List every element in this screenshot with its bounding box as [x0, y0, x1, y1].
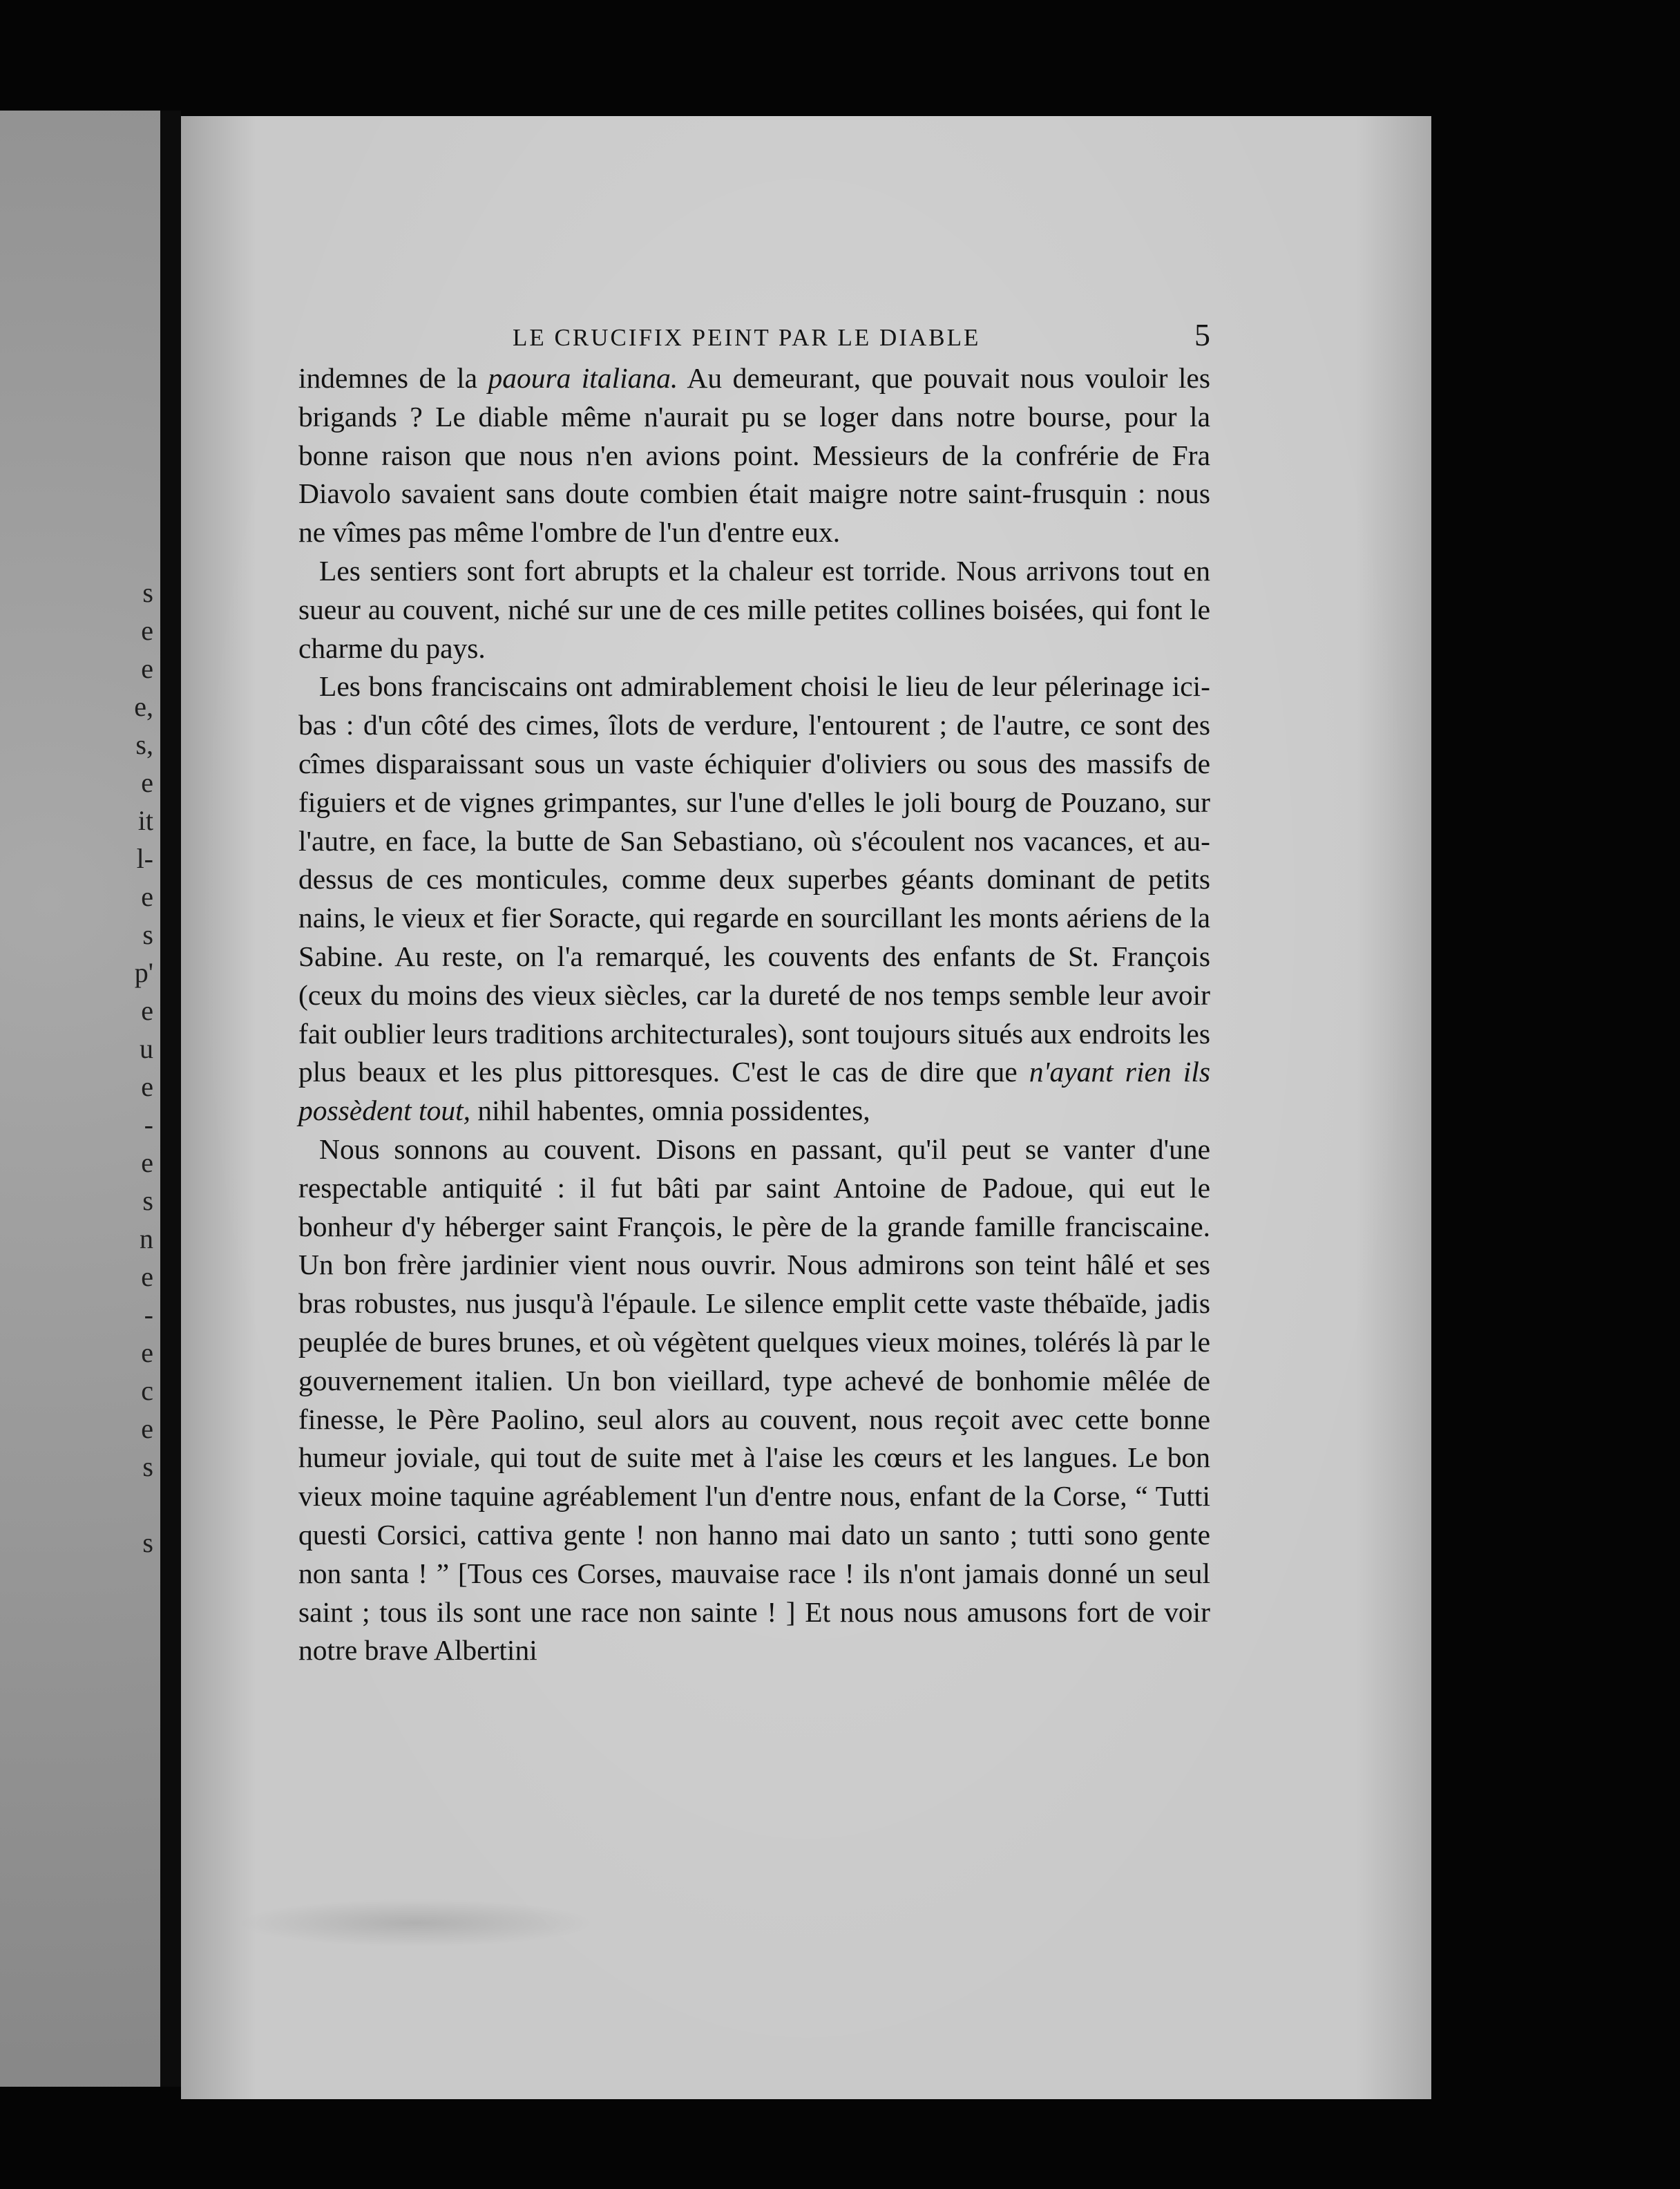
book-page — [181, 116, 1431, 2099]
left-fragment: e — [141, 1413, 153, 1444]
left-fragment: p' — [134, 957, 153, 988]
page-gutter — [160, 111, 181, 2087]
running-title: LE CRUCIFIX PEINT PAR LE DIABLE — [513, 324, 981, 351]
left-fragment: e — [141, 1071, 153, 1102]
left-fragment: l- — [136, 843, 153, 874]
text-run: indemnes de la — [298, 362, 488, 394]
italic-phrase: n'ayant rien ils possèdent tout, — [298, 1056, 1210, 1127]
text-run: Les sentiers sont fort abrupts et la chaleur est torride. Nous arrivons tout en sueur au couvent, niché sur une de ces mille petites collines boisées, qui font le charme du pays. — [298, 554, 1210, 664]
left-page-text-fragments — [126, 574, 153, 1562]
left-fragment: e — [141, 1337, 153, 1368]
text-run: Au demeurant, que pouvait nous vouloir les brigands ? Le diable même n'aurait pu se loger dans notre bourse, pour la bonne raison que nous n'en avions point. Messieurs de la confrérie de Fra Diavolo savaient sans doute combien était maigre notre saint-frusquin : nous ne vîmes pas même l'ombre de l'un d'entre eux. — [298, 362, 1210, 549]
text-run: Les bons franciscains ont admirablement choisi le lieu de leur pélerinage ici-bas : d'un côté des cimes, îlots de verdure, l'entourent ; de l'autre, ce sont des cîmes disparaissant sous un vaste échiquier d'oliviers ou sous des massifs de figuiers et de vignes grimpantes, sur l'une d'elles le joli bourg de Pouzano, sur l'autre, en face, la butte de San Sebastiano, où s'écoulent nos vacances, et au-dessus de ces monticules, comme deux superbes géants dominant de petits nains, le vieux et fier Soracte, qui regarde en sourcillant les monts aériens de la Sabine. Au reste, on l'a remarqué, les couvents des enfants de St. François (ceux du moins des vieux siècles, car la dureté de nos temps semble leur avoir fait oublier leurs traditions architecturales), sont toujours situés aux endroits les plus beaux et les plus pittoresques. C'est le cas de dire que — [298, 670, 1210, 1088]
italic-phrase: paoura italiana. — [488, 362, 678, 394]
left-fragment: s — [142, 577, 153, 608]
paragraph — [298, 667, 1210, 1130]
left-fragment: s, — [135, 729, 153, 760]
paragraph — [298, 1130, 1210, 1670]
text-run: Nous sonnons au couvent. Disons en passant, qu'il peut se vanter d'une respectable antiquité : il fut bâti par saint Antoine de Padoue, qui eut le bonheur d'y héberger saint François, le père de la grande famille franciscaine. Un bon frère jardinier vient nous ouvrir. Nous admirons son teint hâlé et ses bras robustes, nus jusqu'à l'épaule. Le silence emplit cette vaste thébaïde, jadis peuplée de bures brunes, et où végètent quelques vieux moines, tolérés là par le gouvernement italien. Un bon vieillard, type achevé de bonhomie mêlée de finesse, le Père Paolino, seul alors au couvent, nous reçoit avec cette bonne humeur joviale, qui tout de suite met à l'aise les cœurs et les langues. Le bon vieux moine taquine agréablement l'un d'entre nous, enfant de la Corse, “ Tutti questi Corsici, cattiva gente ! non hanno mai dato un santo ; tutti sono gente non santa ! ” [Tous ces Corses, mauvaise race ! ils n'ont jamais donné un seul saint ; tous ils sont une race non sainte ! ] Et nous nous amusons fort de voir notre brave Albertini — [298, 1133, 1210, 1667]
left-fragment: s — [142, 1527, 153, 1558]
left-fragment: e — [141, 1147, 153, 1178]
body-text — [298, 359, 1210, 1670]
left-fragment: c — [141, 1375, 153, 1406]
left-fragment: e — [141, 653, 153, 684]
left-fragment: s — [142, 1185, 153, 1216]
left-fragment: e, — [134, 691, 153, 722]
adjacent-left-page — [0, 111, 160, 2087]
left-fragment — [126, 1486, 153, 1524]
left-fragment: e — [141, 1261, 153, 1292]
left-fragment: e — [141, 767, 153, 798]
text-run: nihil habentes, omnia possidentes, — [470, 1094, 870, 1127]
left-fragment: e — [141, 615, 153, 646]
page-smudge — [236, 1899, 595, 1947]
paragraph — [298, 552, 1210, 667]
left-fragment: u — [140, 1033, 153, 1064]
left-fragment: e — [141, 995, 153, 1026]
paragraph — [298, 359, 1210, 552]
running-head — [513, 316, 1210, 353]
left-fragment: n — [140, 1223, 153, 1254]
page-number: 5 — [1194, 317, 1210, 352]
left-fragment: - — [144, 1299, 153, 1330]
left-fragment: e — [141, 881, 153, 912]
left-fragment: it — [137, 805, 153, 836]
left-fragment: s — [142, 1451, 153, 1482]
left-fragment: - — [144, 1109, 153, 1140]
left-fragment: s — [142, 919, 153, 950]
